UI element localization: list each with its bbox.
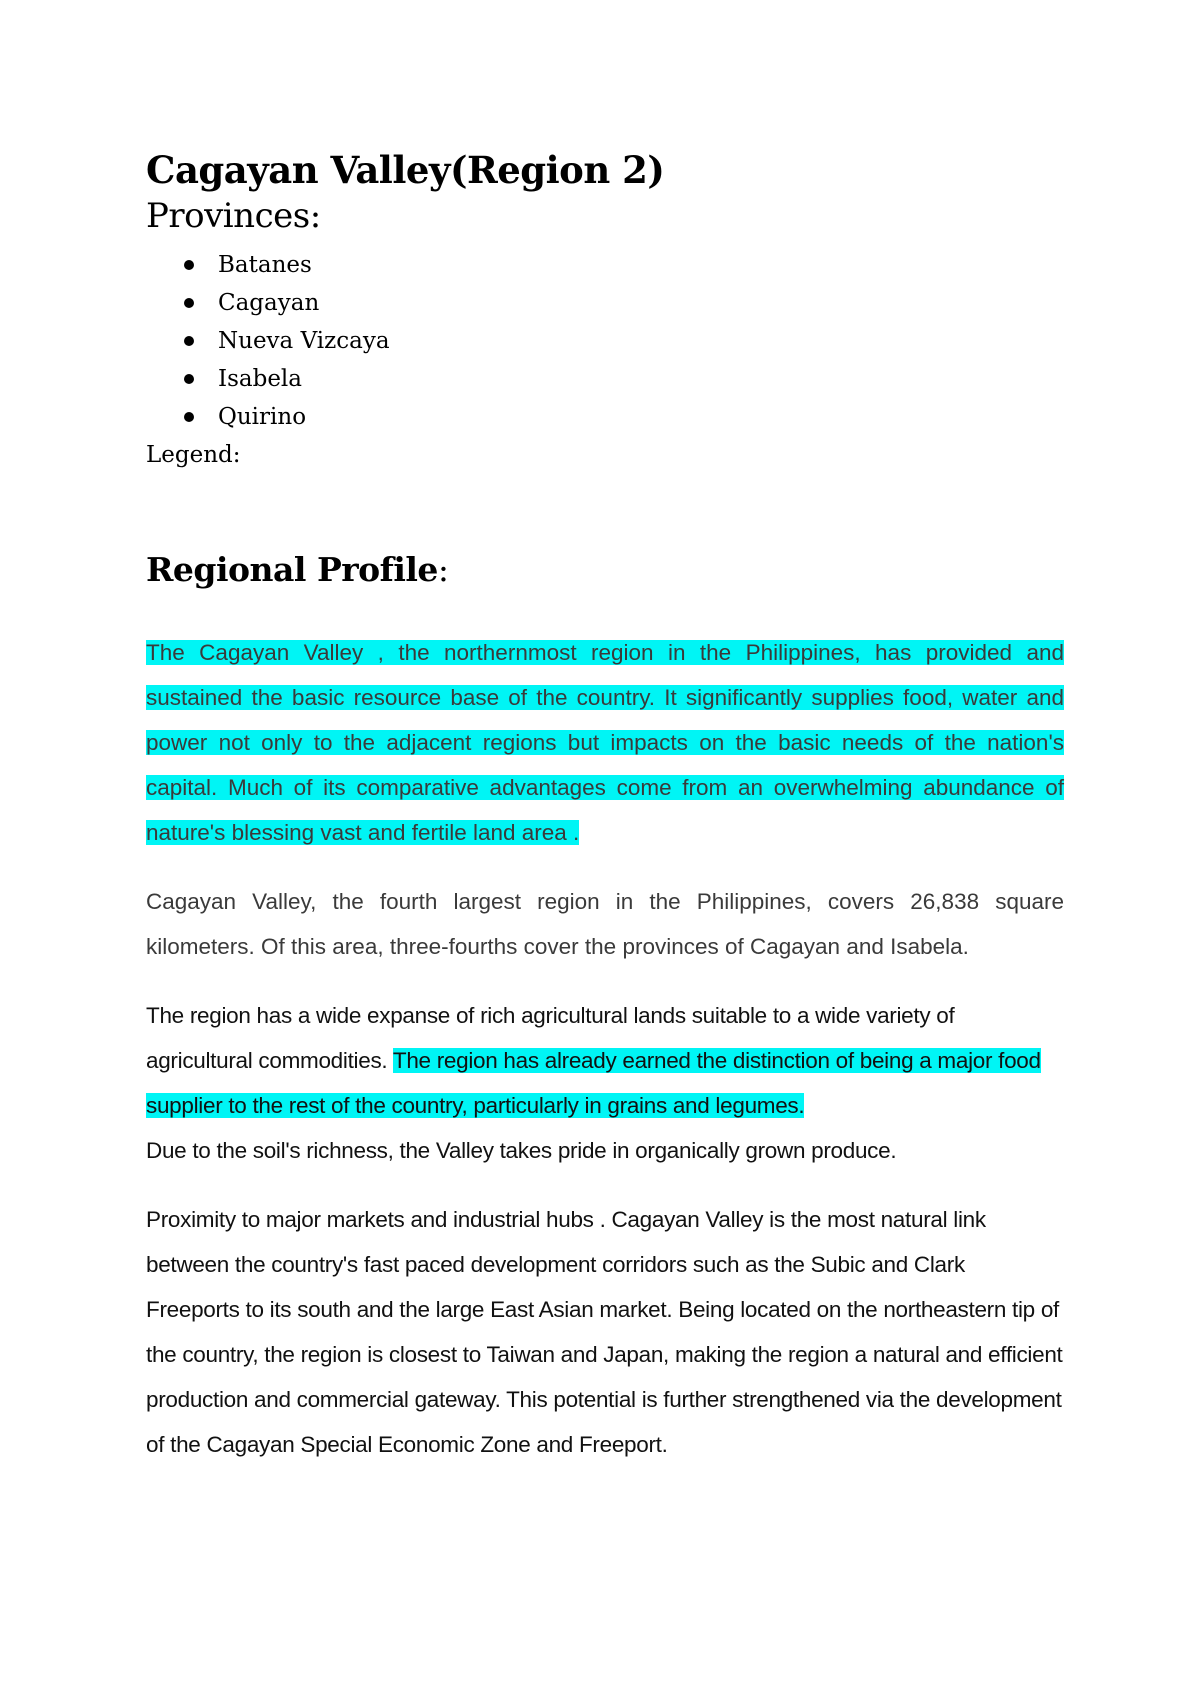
bullet-icon xyxy=(184,412,194,422)
list-item xyxy=(184,246,1064,284)
province-name: Batanes xyxy=(218,252,312,278)
legend-label: Legend: xyxy=(146,442,241,468)
document-title: Cagayan Valley(Region 2) xyxy=(146,148,665,192)
list-item xyxy=(184,360,1064,398)
paragraph-area: Cagayan Valley, the fourth largest region in the Philippines, covers 26,838 square kilometers. Of this area, three-fourths cover the provinces of Cagayan and Isabela. xyxy=(146,889,1064,959)
bullet-icon xyxy=(184,260,194,270)
highlighted-text: The Cagayan Valley , the northernmost region in the Philippines, has provided and sustained the basic resource base of the country. It significantly supplies food, water and power not only to the adjacent regions but impacts on the basic needs of the nation's capital. Much of its comparative advantages come from an overwhelming abundance of nature's blessing vast and fertile land area . xyxy=(146,640,1064,845)
section-heading-colon: : xyxy=(437,550,449,589)
section-heading-text: Regional Profile xyxy=(146,550,438,589)
paragraph-text: The region has a wide expanse of rich agricultural lands suitable to a wide variety of agricultural commodities. xyxy=(146,1003,955,1073)
document-content xyxy=(146,148,1064,1467)
highlighted-text: The region has already earned the distinction of being a major food supplier to the rest of the country, particularly in grains and legumes. xyxy=(146,1048,1041,1118)
provinces-list xyxy=(146,246,1064,436)
province-name: Nueva Vizcaya xyxy=(218,328,390,354)
province-name: Isabela xyxy=(218,366,303,392)
provinces-label: Provinces: xyxy=(146,196,321,236)
bullet-icon xyxy=(184,336,194,346)
paragraph-proximity: Proximity to major markets and industrial hubs . Cagayan Valley is the most natural link between the country's fast paced development corridors such as the Subic and Clark Freeports to its south and the large East Asian market. Being located on the northeastern tip of the country, the region is closest to Taiwan and Japan, making the region a natural and efficient production and commercial gateway. This potential is further strengthened via the development of the Cagayan Special Economic Zone and Freeport. xyxy=(146,1207,1063,1457)
bullet-icon xyxy=(184,298,194,308)
bullet-icon xyxy=(184,374,194,384)
province-name: Cagayan xyxy=(218,290,320,316)
paragraph-agriculture xyxy=(146,993,1064,1173)
paragraph-intro xyxy=(146,630,1064,855)
list-item xyxy=(184,398,1064,436)
list-item xyxy=(184,322,1064,360)
paragraph-text: Due to the soil's richness, the Valley takes pride in organically grown produce. xyxy=(146,1138,897,1163)
list-item xyxy=(184,284,1064,322)
section-heading xyxy=(146,548,1064,592)
province-name: Quirino xyxy=(218,404,307,430)
